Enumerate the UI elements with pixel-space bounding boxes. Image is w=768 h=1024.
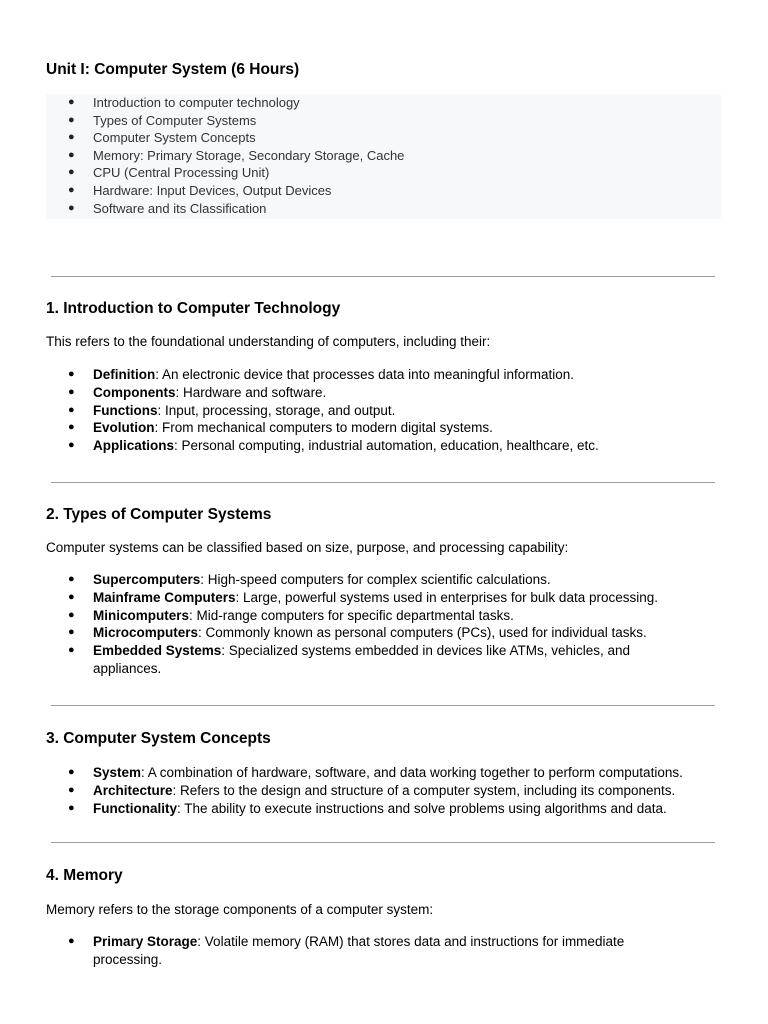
list-item: ● System: A combination of hardware, software, and data working together to perform computations. bbox=[68, 765, 683, 780]
topic-item: ● Software and its Classification bbox=[68, 200, 267, 216]
topics-box bbox=[46, 94, 721, 219]
list-item: ● Microcomputers: Commonly known as personal computers (PCs), used for individual tasks. bbox=[68, 625, 647, 641]
topic-item: ● Types of Computer Systems bbox=[68, 112, 257, 128]
unit-title: Unit I: Computer System (6 Hours) bbox=[46, 61, 300, 78]
section-intro: Computer systems can be classified based on size, purpose, and processing capability: bbox=[46, 540, 569, 555]
horizontal-divider bbox=[51, 842, 715, 843]
topic-item: ● Introduction to computer technology bbox=[68, 95, 300, 110]
list-item: ● Primary Storage: Volatile memory (RAM) that stores data and instructions for immediate processing. bbox=[68, 934, 625, 967]
section-heading: 4. Memory bbox=[46, 867, 123, 884]
section-list bbox=[46, 366, 726, 455]
section-list bbox=[46, 764, 726, 817]
section-concepts bbox=[46, 729, 726, 817]
section-types bbox=[46, 505, 726, 678]
bullet-icon: ● bbox=[68, 368, 75, 380]
section-heading: 2. Types of Computer Systems bbox=[46, 506, 272, 523]
topic-item: ● Hardware: Input Devices, Output Devices bbox=[68, 182, 332, 198]
section-heading: 1. Introduction to Computer Technology bbox=[46, 300, 341, 317]
bullet-icon: ● bbox=[68, 439, 75, 452]
topic-item: ● CPU (Central Processing Unit) bbox=[68, 165, 270, 181]
list-item: ● Evolution: From mechanical computers to modern digital systems. bbox=[68, 420, 493, 436]
bullet-icon: ● bbox=[68, 148, 75, 161]
horizontal-divider bbox=[51, 276, 715, 277]
section-introduction bbox=[46, 299, 726, 455]
bullet-icon: ● bbox=[68, 183, 75, 196]
bullet-icon: ● bbox=[68, 96, 75, 108]
bullet-icon: ● bbox=[68, 644, 75, 657]
list-item: ● Embedded Systems: Specialized systems embedded in devices like ATMs, vehicles, and appliances. bbox=[68, 643, 630, 676]
list-item: ● Supercomputers: High-speed computers for complex scientific calculations. bbox=[68, 572, 551, 587]
list-item: ● Architecture: Refers to the design and structure of a computer system, including its components. bbox=[68, 782, 676, 798]
bullet-icon: ● bbox=[68, 421, 75, 434]
topic-item: ● Computer System Concepts bbox=[68, 130, 256, 146]
bullet-icon: ● bbox=[68, 131, 75, 144]
bullet-icon: ● bbox=[68, 783, 75, 796]
list-item: ● Components: Hardware and software. bbox=[68, 384, 327, 400]
bullet-icon: ● bbox=[68, 201, 75, 214]
horizontal-divider bbox=[51, 705, 715, 706]
list-item: ● Applications: Personal computing, industrial automation, education, healthcare, etc. bbox=[68, 438, 599, 454]
bullet-icon: ● bbox=[68, 113, 75, 126]
list-item: ● Definition: An electronic device that processes data into meaningful information. bbox=[68, 367, 574, 382]
bullet-icon: ● bbox=[68, 801, 75, 814]
list-item: ● Minicomputers: Mid-range computers for specific departmental tasks. bbox=[68, 607, 514, 623]
bullet-icon: ● bbox=[68, 385, 75, 398]
bullet-icon: ● bbox=[68, 166, 75, 179]
bullet-icon: ● bbox=[68, 626, 75, 639]
list-item: ● Functionality: The ability to execute instructions and solve problems using algorithms and data. bbox=[68, 800, 667, 816]
section-heading: 3. Computer System Concepts bbox=[46, 730, 271, 747]
bullet-icon: ● bbox=[68, 766, 75, 778]
bullet-icon: ● bbox=[68, 403, 75, 416]
list-item: ● Functions: Input, processing, storage, and output. bbox=[68, 402, 396, 418]
section-list bbox=[46, 933, 726, 969]
topics-list bbox=[46, 94, 404, 217]
list-item: ● Mainframe Computers: Large, powerful systems used in enterprises for bulk data processing. bbox=[68, 589, 658, 605]
bullet-icon: ● bbox=[68, 935, 75, 947]
section-intro: This refers to the foundational understanding of computers, including their: bbox=[46, 334, 491, 349]
bullet-icon: ● bbox=[68, 608, 75, 621]
bullet-icon: ● bbox=[68, 573, 75, 585]
topic-item: ● Memory: Primary Storage, Secondary Storage, Cache bbox=[68, 147, 405, 163]
section-list bbox=[46, 571, 726, 678]
bullet-icon: ● bbox=[68, 590, 75, 603]
section-intro: Memory refers to the storage components of a computer system: bbox=[46, 902, 434, 917]
section-memory bbox=[46, 866, 726, 969]
horizontal-divider bbox=[51, 482, 715, 483]
